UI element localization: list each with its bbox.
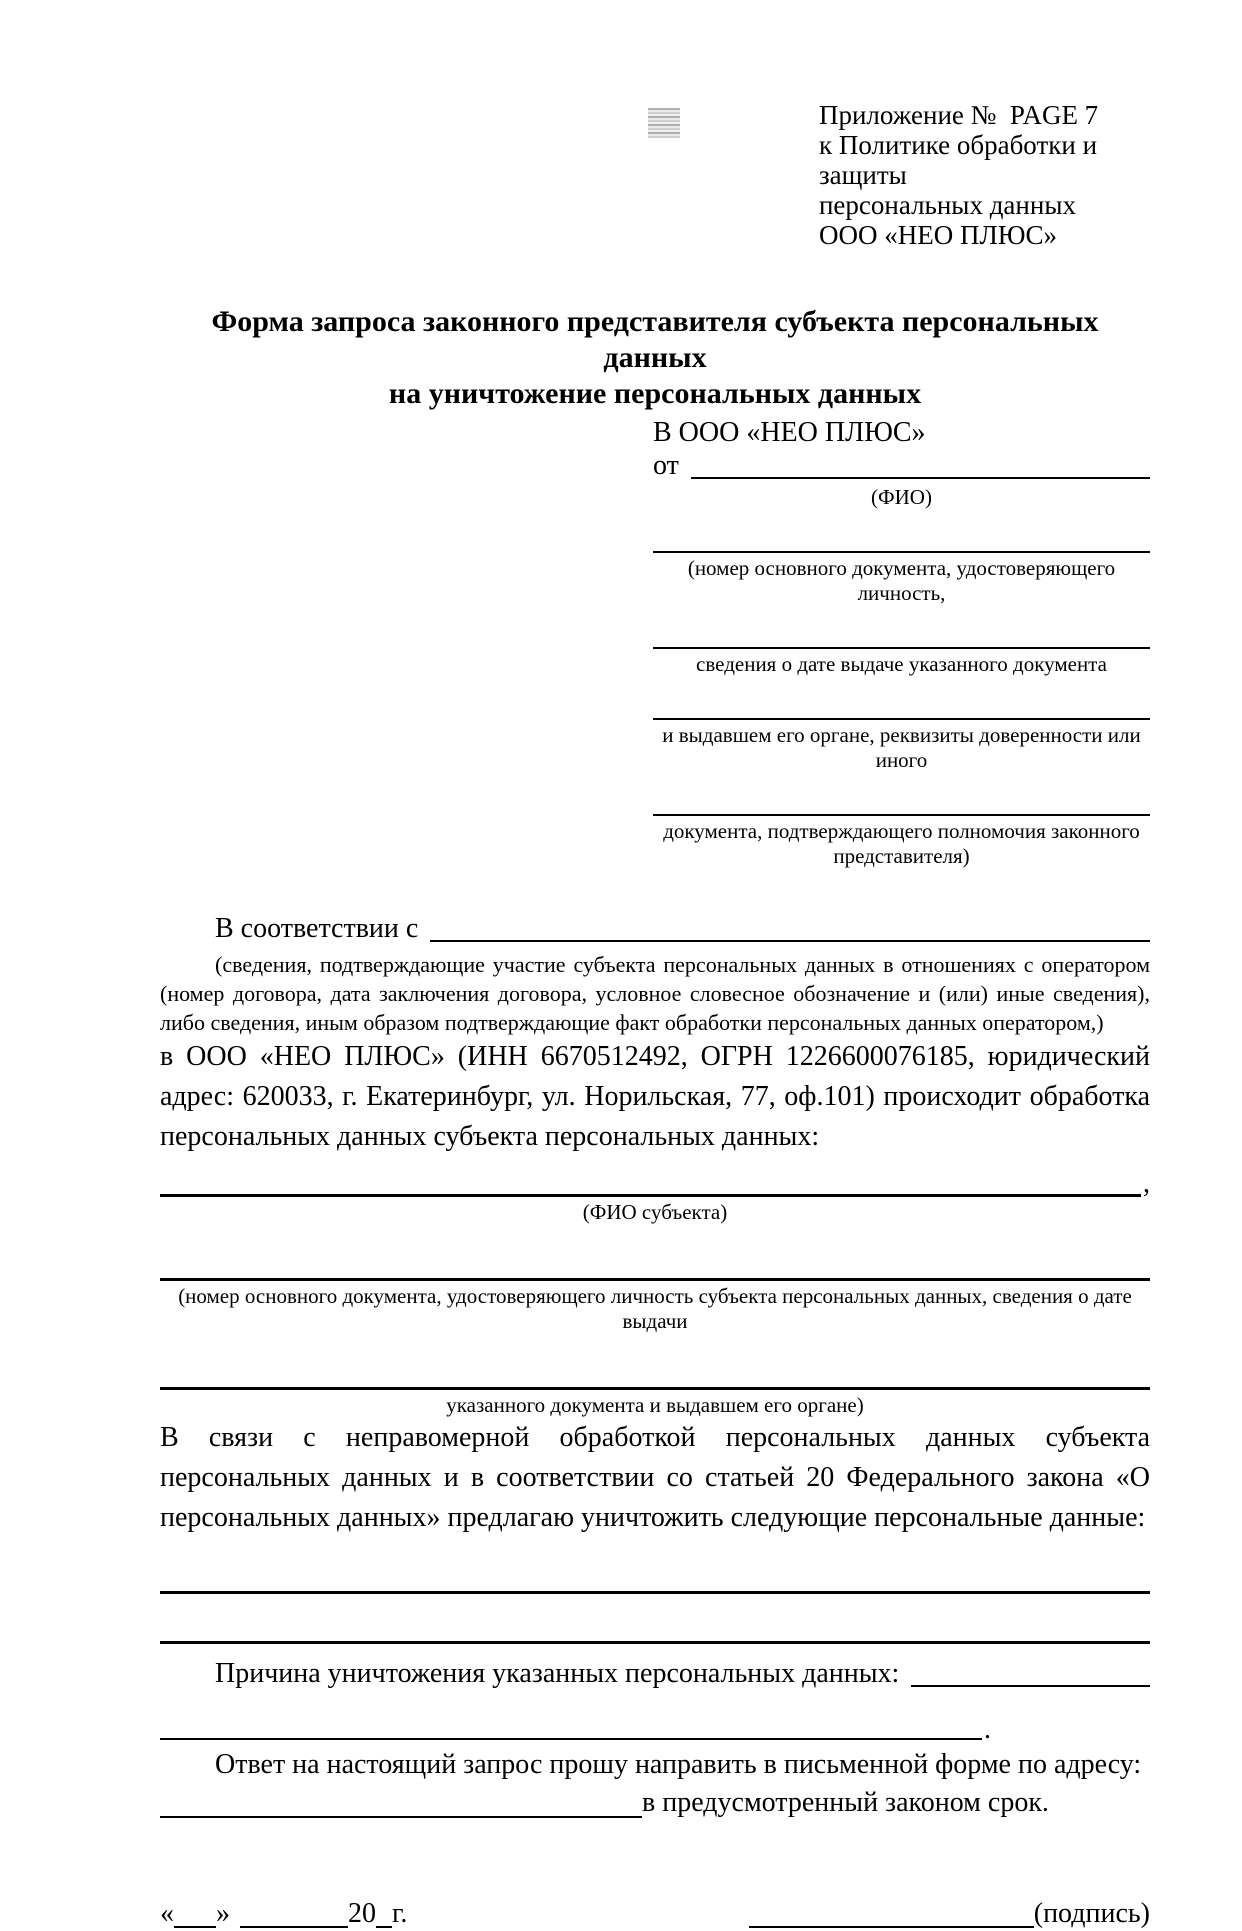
operator-paragraph: в ООО «НЕО ПЛЮС» (ИНН 6670512492, ОГРН 1226600076185, юридический адрес: 620033, г. Екатеринбург, ул. Норильская, 77, оф.101) происходит обработка персональных данных субъекта персональных данных: (160, 1041, 1150, 1152)
data-to-destroy-blank-2 (160, 1620, 1150, 1644)
quote-close: » (216, 1898, 230, 1929)
reply-tail-text: в предусмотренный законом срок. (642, 1787, 1049, 1818)
subject-doc-blank-2 (160, 1366, 1150, 1390)
data-to-destroy-row-1 (160, 1570, 1150, 1594)
addressee-company: В ООО «НЕО ПЛЮС» (653, 417, 926, 448)
company-name-header: ООО «НЕО ПЛЮС» (818, 220, 1058, 250)
accordance-label: В соответствии с (215, 913, 419, 944)
subject-doc-caption-2: указанного документа и выдавшем его органе) (446, 1393, 864, 1417)
trailing-comma: , (1143, 1168, 1150, 1199)
date-group (160, 1897, 407, 1931)
subject-doc-caption-1: (номер основного документа, удостоверяющего личность субъекта персональных данных, сведения о дате выдачи (178, 1284, 1132, 1333)
field-code-icon (648, 108, 680, 138)
date-month-blank (240, 1900, 348, 1928)
reason-continuation-row (160, 1712, 1150, 1743)
representative-doc-blank-4 (653, 790, 1150, 816)
accordance-blank (430, 914, 1150, 942)
signature-caption: (подпись) (1033, 1898, 1150, 1929)
year-prefix: 20 (348, 1898, 376, 1929)
subject-fio-caption: (ФИО субъекта) (582, 1200, 728, 1224)
policy-reference-line-2: персональных данных (818, 190, 1076, 220)
policy-reference-line-1: к Политике обработки и защиты (818, 130, 1098, 190)
reason-label: Причина уничтожения указанных персональных данных: (215, 1658, 900, 1689)
reply-address-row (160, 1785, 1150, 1821)
representative-doc-blank-1 (653, 527, 1150, 553)
doc-caption-2: сведения о дате выдаче указанного документа (696, 652, 1107, 676)
reason-blank-2 (160, 1712, 982, 1740)
reason-blank-1 (911, 1659, 1150, 1687)
accordance-row (160, 913, 1150, 945)
appendix-header-block (819, 100, 1150, 250)
doc-caption-3: и выдавшем его органе, реквизиты доверенности или иного (662, 723, 1141, 772)
representative-fio-blank (691, 451, 1150, 479)
subject-doc-blank-1 (160, 1257, 1150, 1281)
quote-open: « (160, 1898, 174, 1929)
representative-doc-blank-2 (653, 623, 1150, 649)
signature-group (749, 1897, 1150, 1931)
destruction-paragraph: В связи с неправомерной обработкой персональных данных субъекта персональных данных и в соответствии со статьей 20 Федерального закона «О персональных данных» предлагаю уничтожить следующие персональные данные: (160, 1422, 1150, 1533)
fio-caption: (ФИО) (871, 485, 932, 509)
from-row (653, 450, 1150, 482)
accordance-fine-print: (сведения, подтверждающие участие субъекта персональных данных в отношениях с оператором (номер договора, дата заключения договора, условное словесное обозначение и (или) иные сведения), либо сведения, иным образом подтверждающие факт обработки персональных данных оператором,) (160, 952, 1150, 1035)
trailing-period: . (984, 1714, 991, 1745)
data-to-destroy-row-2 (160, 1620, 1150, 1644)
reply-request-line: Ответ на настоящий запрос прошу направить в письменной форме по адресу: (215, 1749, 1142, 1780)
form-title-line-2: на уничтожение персональных данных (388, 377, 922, 410)
date-year-blank (376, 1900, 392, 1928)
subject-doc-row-2 (160, 1366, 1150, 1390)
form-title-line-1: Форма запроса законного представителя субъекта персональных данных (211, 305, 1099, 374)
reason-row (160, 1658, 1150, 1690)
subject-doc-row-1 (160, 1257, 1150, 1281)
reply-address-blank (160, 1790, 642, 1818)
representative-doc-blank-3 (653, 694, 1150, 720)
year-suffix: г. (392, 1898, 408, 1929)
doc-caption-1: (номер основного документа, удостоверяющего личность, (687, 556, 1116, 605)
appendix-number-line: Приложение № PAGE 7 (818, 100, 1099, 130)
subject-fio-row (160, 1168, 1150, 1199)
date-day-blank (174, 1900, 216, 1928)
signature-blank (749, 1900, 1034, 1928)
form-title (160, 304, 1150, 412)
doc-caption-4: документа, подтверждающего полномочия законного представителя) (663, 819, 1140, 868)
page-header (160, 100, 1150, 250)
footer-row (160, 1897, 1150, 1931)
subject-fio-blank (160, 1173, 1141, 1197)
data-to-destroy-blank-1 (160, 1570, 1150, 1594)
from-label: от (653, 450, 679, 481)
addressee-block (653, 416, 1150, 869)
